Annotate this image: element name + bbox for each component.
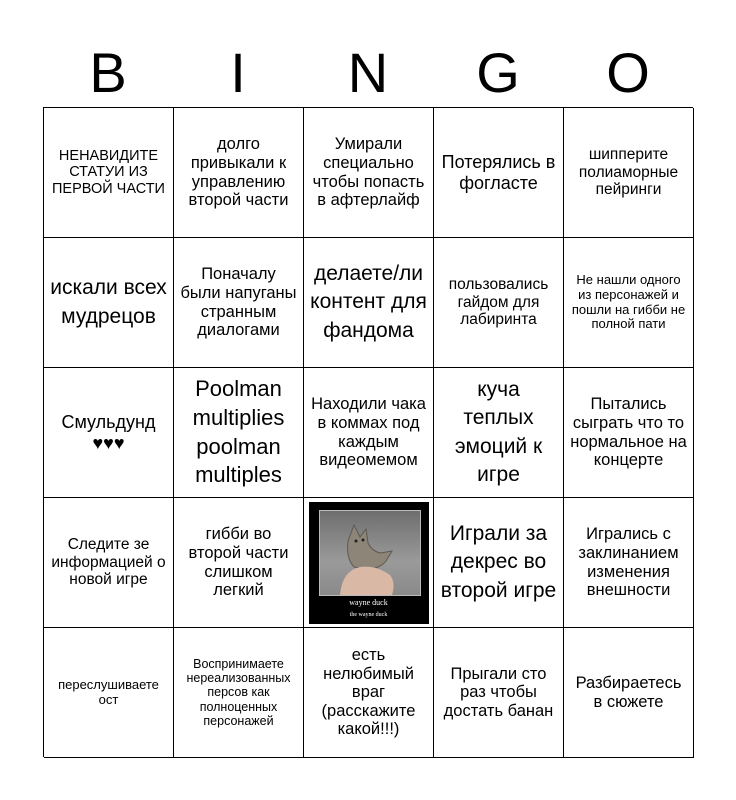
- bingo-cell[interactable]: [44, 628, 174, 758]
- cell-text: Следите зе информацией о новой игре: [51, 536, 166, 589]
- cell-text: пользовались гайдом для лабиринта: [448, 276, 549, 329]
- cell-text: Прыгали сто раз чтобы достать банан: [443, 664, 554, 720]
- bingo-cell[interactable]: [564, 498, 694, 628]
- bingo-cell[interactable]: [174, 498, 304, 628]
- cell-text: долго привыкали к управлению второй части: [188, 135, 289, 210]
- header-letter-i: I: [230, 41, 246, 104]
- cell-text: Разбираетесь в сюжете: [575, 673, 682, 711]
- header-letter-o: O: [606, 41, 650, 104]
- cell-text: Поначалу были напуганы странным диалогами: [180, 265, 297, 340]
- bingo-header: [43, 40, 693, 106]
- bingo-cell[interactable]: [434, 108, 564, 238]
- bingo-cell[interactable]: [174, 628, 304, 758]
- bingo-cell[interactable]: [564, 108, 694, 238]
- bingo-cell[interactable]: [44, 108, 174, 238]
- cell-text: Игрались с заклинанием изменения внешности: [578, 525, 679, 600]
- bingo-cell[interactable]: [564, 368, 694, 498]
- duck-figurine-image: [319, 510, 421, 596]
- cell-text: Потерялись в фогласте: [441, 152, 556, 193]
- bingo-cell[interactable]: [44, 238, 174, 368]
- bingo-cell[interactable]: [434, 368, 564, 498]
- cell-text: Умирали специально чтобы попасть в афтерлайф: [312, 135, 425, 210]
- cell-text: Poolman multiplies poolman multiples: [192, 376, 285, 488]
- bingo-cell[interactable]: [304, 628, 434, 758]
- bingo-cell[interactable]: [174, 108, 304, 238]
- bingo-cell[interactable]: [174, 238, 304, 368]
- cell-text: шипперите полиаморные пейринги: [578, 146, 679, 199]
- bingo-cell[interactable]: [564, 238, 694, 368]
- bingo-cell[interactable]: [304, 368, 434, 498]
- cell-text: Воспринимаете нереализованных персов как полноценных персонажей: [186, 657, 291, 728]
- bingo-cell[interactable]: [44, 368, 174, 498]
- wayne-duck-poster: [309, 502, 429, 624]
- bingo-grid: [43, 107, 693, 757]
- bingo-cell[interactable]: [304, 108, 434, 238]
- bingo-cell[interactable]: [564, 628, 694, 758]
- bingo-cell[interactable]: [434, 238, 564, 368]
- cell-text: Находили чака в коммах под каждым видеомемом: [311, 395, 426, 470]
- cell-text: делаете/ли контент для фандома: [310, 261, 427, 342]
- cell-text: искали всех мудрецов: [50, 276, 167, 328]
- cell-text: переслушиваете ост: [58, 676, 159, 707]
- header-letter-g: G: [476, 41, 520, 104]
- header-letter-b: B: [89, 41, 127, 104]
- cell-text: Смульдунд ♥♥♥: [61, 412, 156, 453]
- cell-text: гибби во второй части слишком легкий: [188, 525, 289, 600]
- cell-text: Пытались сыграть что то нормальное на концерте: [570, 395, 687, 470]
- bingo-cell[interactable]: [44, 498, 174, 628]
- bingo-cell[interactable]: [304, 238, 434, 368]
- bingo-cell[interactable]: [174, 368, 304, 498]
- poster-caption-title: wayne duck: [349, 597, 388, 607]
- bingo-cell[interactable]: [434, 498, 564, 628]
- bingo-cell[interactable]: [434, 628, 564, 758]
- cell-text: НЕНАВИДИТЕ СТАТУИ ИЗ ПЕРВОЙ ЧАСТИ: [52, 147, 165, 197]
- cell-text: есть нелюбимый враг (расскажите какой!!!): [321, 645, 416, 739]
- cell-text: Играли за декрес во второй игре: [440, 521, 557, 602]
- free-space-cell[interactable]: [304, 498, 434, 628]
- header-letter-n: N: [347, 41, 389, 104]
- cell-text: куча теплых эмоций к игре: [454, 377, 543, 486]
- poster-caption-subtitle: the wayne duck: [349, 611, 388, 618]
- cell-text: Не нашли одного из персонажей и пошли на гибби не полной пати: [571, 272, 686, 332]
